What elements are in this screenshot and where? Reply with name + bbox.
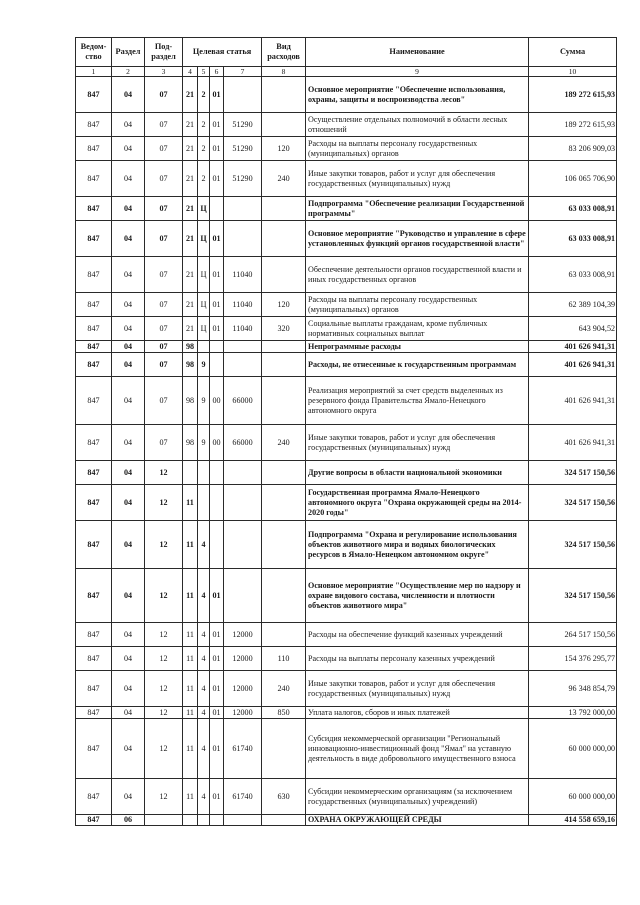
subprogram-code-cell: 2 (198, 113, 210, 137)
expense-type-cell (262, 377, 306, 425)
sum-cell: 63 033 008,91 (529, 197, 617, 221)
expense-type-cell (262, 521, 306, 569)
table-row (76, 815, 617, 826)
sum-cell: 63 033 008,91 (529, 257, 617, 293)
column-number-row (76, 67, 617, 77)
subprogram-code-cell: 9 (198, 377, 210, 425)
expense-type-cell (262, 719, 306, 779)
vedomstvo-cell: 847 (76, 341, 112, 353)
program-code-cell (183, 461, 198, 485)
table-row (76, 293, 617, 317)
name-cell: Государственная программа Ямало-Ненецкого автономного округа "Охрана окружающей среды на 2014-2020 годы" (306, 485, 529, 521)
program-code-cell: 98 (183, 425, 198, 461)
name-cell: Непрограммные расходы (306, 341, 529, 353)
direction-code-cell: 11040 (224, 293, 262, 317)
vedomstvo-cell: 847 (76, 707, 112, 719)
column-number: 1 (76, 67, 112, 77)
program-code-cell: 21 (183, 317, 198, 341)
vedomstvo-cell: 847 (76, 521, 112, 569)
program-code-cell (183, 815, 198, 826)
table-row (76, 161, 617, 197)
expense-type-cell (262, 197, 306, 221)
subprogram-code-cell (198, 485, 210, 521)
program-code-cell: 21 (183, 197, 198, 221)
podrazdel-cell: 07 (145, 197, 183, 221)
direction-code-cell: 66000 (224, 425, 262, 461)
razdel-cell: 04 (112, 623, 145, 647)
name-cell: Подпрограмма "Охрана и регулирование использования объектов животного мира и водных биологических ресурсов в Ямало-Ненецком автономном округе" (306, 521, 529, 569)
name-cell: Расходы на выплаты персоналу государственных (муниципальных) органов (306, 137, 529, 161)
table-row (76, 113, 617, 137)
vedomstvo-cell: 847 (76, 317, 112, 341)
subprogram-code-cell: 4 (198, 521, 210, 569)
column-number: 6 (210, 67, 224, 77)
name-cell: Социальные выплаты гражданам, кроме публичных нормативных социальных выплат (306, 317, 529, 341)
direction-code-cell: 51290 (224, 137, 262, 161)
vedomstvo-cell: 847 (76, 77, 112, 113)
direction-code-cell: 61740 (224, 719, 262, 779)
sum-cell: 401 626 941,31 (529, 425, 617, 461)
razdel-cell: 04 (112, 317, 145, 341)
direction-code-cell: 51290 (224, 113, 262, 137)
name-cell: Основное мероприятие "Осуществление мер по надзору и охране видового состава, численности и плотности объектов животного мира" (306, 569, 529, 623)
sum-cell: 96 348 854,79 (529, 671, 617, 707)
program-code-cell: 98 (183, 353, 198, 377)
direction-code-cell (224, 341, 262, 353)
subprogram-code-cell: Ц (198, 257, 210, 293)
name-cell: Субсидия некоммерческой организации "Региональный инновационно-инвестиционный фонд "Ямал" на уставную деятельность в виде добровольного имущественного взноса (306, 719, 529, 779)
name-cell: Расходы на выплаты персоналу государственных (муниципальных) органов (306, 293, 529, 317)
column-number: 5 (198, 67, 210, 77)
subprogram-code-cell: 4 (198, 707, 210, 719)
razdel-cell: 04 (112, 569, 145, 623)
razdel-cell: 04 (112, 293, 145, 317)
table-row (76, 425, 617, 461)
razdel-cell: 04 (112, 197, 145, 221)
vedomstvo-cell: 847 (76, 197, 112, 221)
expense-type-cell (262, 623, 306, 647)
expense-type-cell (262, 353, 306, 377)
expense-type-cell: 630 (262, 779, 306, 815)
expense-type-cell (262, 569, 306, 623)
expense-type-cell (262, 113, 306, 137)
razdel-cell: 04 (112, 425, 145, 461)
table-row (76, 77, 617, 113)
podrazdel-cell: 07 (145, 377, 183, 425)
podrazdel-cell: 12 (145, 671, 183, 707)
table-row (76, 377, 617, 425)
razdel-cell: 04 (112, 77, 145, 113)
podrazdel-cell: 12 (145, 623, 183, 647)
subprogram-code-cell: 2 (198, 161, 210, 197)
vedomstvo-cell: 847 (76, 623, 112, 647)
event-code-cell (210, 341, 224, 353)
razdel-cell: 04 (112, 353, 145, 377)
expense-type-cell: 320 (262, 317, 306, 341)
subprogram-code-cell: Ц (198, 197, 210, 221)
razdel-cell: 04 (112, 137, 145, 161)
subprogram-code-cell: Ц (198, 317, 210, 341)
header-expense-type: Вид расходов (262, 38, 306, 67)
table-row (76, 485, 617, 521)
expense-type-cell (262, 485, 306, 521)
podrazdel-cell: 07 (145, 353, 183, 377)
sum-cell: 324 517 150,56 (529, 521, 617, 569)
podrazdel-cell: 07 (145, 137, 183, 161)
direction-code-cell: 12000 (224, 623, 262, 647)
direction-code-cell: 51290 (224, 161, 262, 197)
name-cell: Основное мероприятие "Обеспечение использования, охраны, защиты и воспроизводства лесов" (306, 77, 529, 113)
sum-cell: 60 000 000,00 (529, 779, 617, 815)
event-code-cell: 01 (210, 113, 224, 137)
event-code-cell: 01 (210, 293, 224, 317)
expense-type-cell (262, 461, 306, 485)
program-code-cell: 11 (183, 671, 198, 707)
podrazdel-cell: 12 (145, 521, 183, 569)
budget-table (75, 37, 617, 826)
podrazdel-cell: 12 (145, 569, 183, 623)
name-cell: Субсидии некоммерческим организациям (за исключением государственных (муниципальных) учреждений) (306, 779, 529, 815)
razdel-cell: 04 (112, 647, 145, 671)
vedomstvo-cell: 847 (76, 377, 112, 425)
event-code-cell: 01 (210, 779, 224, 815)
program-code-cell: 98 (183, 341, 198, 353)
sum-cell: 106 065 706,90 (529, 161, 617, 197)
podrazdel-cell: 07 (145, 113, 183, 137)
sum-cell: 60 000 000,00 (529, 719, 617, 779)
vedomstvo-cell: 847 (76, 779, 112, 815)
razdel-cell: 04 (112, 671, 145, 707)
header-row (76, 38, 617, 67)
program-code-cell: 11 (183, 521, 198, 569)
sum-cell: 401 626 941,31 (529, 341, 617, 353)
event-code-cell: 01 (210, 221, 224, 257)
subprogram-code-cell: 4 (198, 647, 210, 671)
podrazdel-cell: 07 (145, 77, 183, 113)
expense-type-cell: 240 (262, 161, 306, 197)
program-code-cell: 21 (183, 257, 198, 293)
razdel-cell: 04 (112, 341, 145, 353)
podrazdel-cell: 07 (145, 293, 183, 317)
program-code-cell: 21 (183, 137, 198, 161)
sum-cell: 324 517 150,56 (529, 569, 617, 623)
direction-code-cell: 12000 (224, 707, 262, 719)
razdel-cell: 04 (112, 113, 145, 137)
sum-cell: 643 904,52 (529, 317, 617, 341)
program-code-cell: 11 (183, 485, 198, 521)
subprogram-code-cell (198, 461, 210, 485)
event-code-cell: 01 (210, 77, 224, 113)
podrazdel-cell: 12 (145, 485, 183, 521)
table-row (76, 461, 617, 485)
vedomstvo-cell: 847 (76, 461, 112, 485)
podrazdel-cell: 12 (145, 779, 183, 815)
vedomstvo-cell: 847 (76, 569, 112, 623)
column-number: 4 (183, 67, 198, 77)
razdel-cell: 04 (112, 779, 145, 815)
column-number: 10 (529, 67, 617, 77)
table-row (76, 317, 617, 341)
name-cell: Обеспечение деятельности органов государственной власти и иных государственных органов (306, 257, 529, 293)
vedomstvo-cell: 847 (76, 485, 112, 521)
name-cell: Подпрограмма "Обеспечение реализации Государственной программы" (306, 197, 529, 221)
direction-code-cell (224, 353, 262, 377)
header-name: Наименование (306, 38, 529, 67)
sum-cell: 324 517 150,56 (529, 461, 617, 485)
podrazdel-cell: 12 (145, 647, 183, 671)
direction-code-cell: 12000 (224, 647, 262, 671)
name-cell: Расходы на выплаты персоналу казенных учреждений (306, 647, 529, 671)
razdel-cell: 04 (112, 161, 145, 197)
table-row (76, 341, 617, 353)
vedomstvo-cell: 847 (76, 113, 112, 137)
table-row (76, 671, 617, 707)
subprogram-code-cell: 4 (198, 779, 210, 815)
podrazdel-cell: 12 (145, 461, 183, 485)
name-cell: Основное мероприятие "Руководство и управление в сфере установленных функций органов государственной власти" (306, 221, 529, 257)
vedomstvo-cell: 847 (76, 353, 112, 377)
subprogram-code-cell: 4 (198, 719, 210, 779)
sum-cell: 324 517 150,56 (529, 485, 617, 521)
subprogram-code-cell: 4 (198, 623, 210, 647)
table-row (76, 521, 617, 569)
razdel-cell: 04 (112, 461, 145, 485)
column-number: 3 (145, 67, 183, 77)
event-code-cell: 01 (210, 317, 224, 341)
direction-code-cell (224, 521, 262, 569)
subprogram-code-cell (198, 815, 210, 826)
name-cell: Иные закупки товаров, работ и услуг для обеспечения государственных (муниципальных) нужд (306, 161, 529, 197)
razdel-cell: 04 (112, 257, 145, 293)
sum-cell: 154 376 295,77 (529, 647, 617, 671)
subprogram-code-cell: 9 (198, 353, 210, 377)
sum-cell: 83 206 909,03 (529, 137, 617, 161)
name-cell: Уплата налогов, сборов и иных платежей (306, 707, 529, 719)
expense-type-cell: 850 (262, 707, 306, 719)
table-row (76, 221, 617, 257)
direction-code-cell (224, 815, 262, 826)
subprogram-code-cell (198, 341, 210, 353)
podrazdel-cell: 07 (145, 257, 183, 293)
name-cell: Реализация мероприятий за счет средств выделенных из резервного фонда Правительства Ямало-Ненецкого автономного округа (306, 377, 529, 425)
razdel-cell: 04 (112, 719, 145, 779)
header-podrazdel: Под-раздел (145, 38, 183, 67)
podrazdel-cell: 07 (145, 341, 183, 353)
expense-type-cell: 240 (262, 425, 306, 461)
event-code-cell (210, 197, 224, 221)
expense-type-cell: 120 (262, 293, 306, 317)
direction-code-cell (224, 77, 262, 113)
podrazdel-cell: 07 (145, 425, 183, 461)
podrazdel-cell (145, 815, 183, 826)
sum-cell: 189 272 615,93 (529, 113, 617, 137)
header-sum: Сумма (529, 38, 617, 67)
podrazdel-cell: 12 (145, 707, 183, 719)
expense-type-cell (262, 815, 306, 826)
program-code-cell: 21 (183, 161, 198, 197)
vedomstvo-cell: 847 (76, 221, 112, 257)
program-code-cell: 11 (183, 779, 198, 815)
sum-cell: 63 033 008,91 (529, 221, 617, 257)
sum-cell: 13 792 000,00 (529, 707, 617, 719)
direction-code-cell: 66000 (224, 377, 262, 425)
sum-cell: 401 626 941,31 (529, 377, 617, 425)
program-code-cell: 21 (183, 77, 198, 113)
name-cell: ОХРАНА ОКРУЖАЮЩЕЙ СРЕДЫ (306, 815, 529, 826)
name-cell: Иные закупки товаров, работ и услуг для обеспечения государственных (муниципальных) нужд (306, 425, 529, 461)
vedomstvo-cell: 847 (76, 815, 112, 826)
direction-code-cell: 11040 (224, 317, 262, 341)
event-code-cell (210, 461, 224, 485)
direction-code-cell: 11040 (224, 257, 262, 293)
direction-code-cell (224, 485, 262, 521)
razdel-cell: 04 (112, 521, 145, 569)
table-row (76, 137, 617, 161)
podrazdel-cell: 07 (145, 221, 183, 257)
expense-type-cell (262, 257, 306, 293)
program-code-cell: 11 (183, 707, 198, 719)
name-cell: Осуществление отдельных полномочий в области лесных отношений (306, 113, 529, 137)
event-code-cell: 01 (210, 161, 224, 197)
program-code-cell: 98 (183, 377, 198, 425)
expense-type-cell: 110 (262, 647, 306, 671)
expense-type-cell: 120 (262, 137, 306, 161)
table-row (76, 707, 617, 719)
program-code-cell: 11 (183, 569, 198, 623)
program-code-cell: 21 (183, 113, 198, 137)
event-code-cell: 00 (210, 425, 224, 461)
sum-cell: 189 272 615,93 (529, 77, 617, 113)
vedomstvo-cell: 847 (76, 425, 112, 461)
expense-type-cell (262, 77, 306, 113)
header-razdel: Раздел (112, 38, 145, 67)
header-target-article: Целевая статья (183, 38, 262, 67)
sum-cell: 264 517 150,56 (529, 623, 617, 647)
subprogram-code-cell: 4 (198, 671, 210, 707)
program-code-cell: 11 (183, 719, 198, 779)
program-code-cell: 21 (183, 293, 198, 317)
program-code-cell: 11 (183, 623, 198, 647)
column-number: 8 (262, 67, 306, 77)
direction-code-cell: 61740 (224, 779, 262, 815)
table-row (76, 569, 617, 623)
direction-code-cell (224, 221, 262, 257)
table-row (76, 197, 617, 221)
header-vedomstvo: Ведом-ство (76, 38, 112, 67)
table-row (76, 257, 617, 293)
column-number: 7 (224, 67, 262, 77)
table-row (76, 719, 617, 779)
podrazdel-cell: 07 (145, 161, 183, 197)
table-row (76, 779, 617, 815)
name-cell: Расходы на обеспечение функций казенных учреждений (306, 623, 529, 647)
table-row (76, 623, 617, 647)
event-code-cell (210, 353, 224, 377)
razdel-cell: 04 (112, 485, 145, 521)
sum-cell: 401 626 941,31 (529, 353, 617, 377)
event-code-cell: 01 (210, 707, 224, 719)
name-cell: Расходы, не отнесенные к государственным программам (306, 353, 529, 377)
vedomstvo-cell: 847 (76, 257, 112, 293)
event-code-cell (210, 815, 224, 826)
vedomstvo-cell: 847 (76, 293, 112, 317)
razdel-cell: 06 (112, 815, 145, 826)
subprogram-code-cell: 2 (198, 77, 210, 113)
event-code-cell: 01 (210, 257, 224, 293)
event-code-cell: 01 (210, 623, 224, 647)
direction-code-cell (224, 461, 262, 485)
column-number: 9 (306, 67, 529, 77)
sum-cell: 62 389 104,39 (529, 293, 617, 317)
sum-cell: 414 558 659,16 (529, 815, 617, 826)
event-code-cell: 01 (210, 719, 224, 779)
expense-type-cell (262, 221, 306, 257)
razdel-cell: 04 (112, 377, 145, 425)
subprogram-code-cell: Ц (198, 221, 210, 257)
column-number: 2 (112, 67, 145, 77)
direction-code-cell: 12000 (224, 671, 262, 707)
event-code-cell: 01 (210, 671, 224, 707)
event-code-cell: 01 (210, 647, 224, 671)
subprogram-code-cell: 9 (198, 425, 210, 461)
podrazdel-cell: 07 (145, 317, 183, 341)
vedomstvo-cell: 847 (76, 719, 112, 779)
program-code-cell: 21 (183, 221, 198, 257)
expense-type-cell (262, 341, 306, 353)
program-code-cell: 11 (183, 647, 198, 671)
subprogram-code-cell: 4 (198, 569, 210, 623)
podrazdel-cell: 12 (145, 719, 183, 779)
expense-type-cell: 240 (262, 671, 306, 707)
vedomstvo-cell: 847 (76, 671, 112, 707)
subprogram-code-cell: 2 (198, 137, 210, 161)
direction-code-cell (224, 197, 262, 221)
name-cell: Другие вопросы в области национальной экономики (306, 461, 529, 485)
event-code-cell (210, 485, 224, 521)
direction-code-cell (224, 569, 262, 623)
event-code-cell: 01 (210, 137, 224, 161)
name-cell: Иные закупки товаров, работ и услуг для обеспечения государственных (муниципальных) нужд (306, 671, 529, 707)
table-row (76, 647, 617, 671)
event-code-cell: 00 (210, 377, 224, 425)
vedomstvo-cell: 847 (76, 137, 112, 161)
event-code-cell: 01 (210, 569, 224, 623)
razdel-cell: 04 (112, 221, 145, 257)
table-row (76, 353, 617, 377)
vedomstvo-cell: 847 (76, 647, 112, 671)
subprogram-code-cell: Ц (198, 293, 210, 317)
vedomstvo-cell: 847 (76, 161, 112, 197)
razdel-cell: 04 (112, 707, 145, 719)
event-code-cell (210, 521, 224, 569)
